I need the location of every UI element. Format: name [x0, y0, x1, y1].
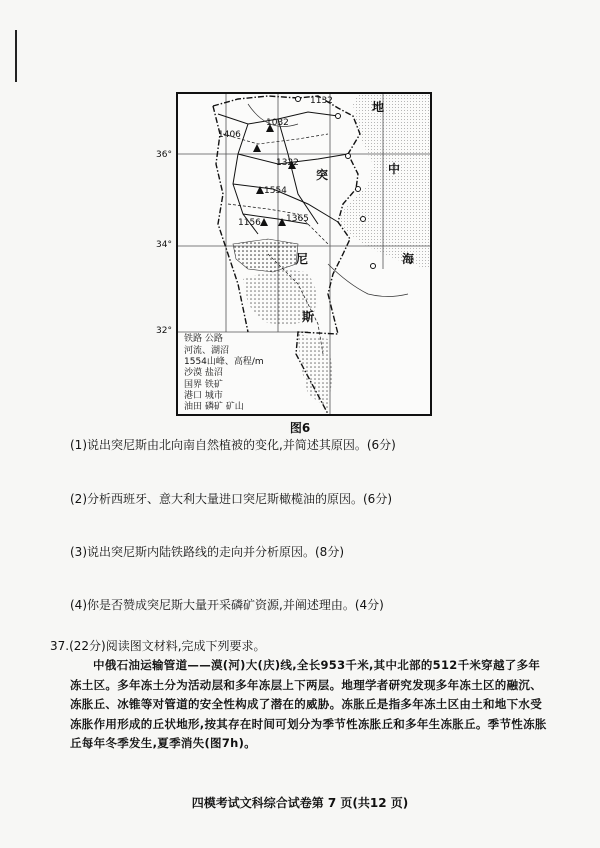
- question-2: (2)分析西班牙、意大利大量进口突尼斯橄榄油的原因。(6分): [70, 492, 392, 506]
- elevation-label: 1132: [310, 96, 333, 106]
- sea-area: [338, 94, 430, 269]
- question-37-passage: 中俄石油运输管道——漠(河)大(庆)线,全长953千米,其中北部的512千米穿越了多年冻土区。多年冻土分为活动层和多年冻层上下两层。地理学者研究发现多年冻土区的融沉、冻胀丘、冰锥等对管道的安全性构成了潜在的威胁。冻胀丘是指多年冻土区由土和地下水受冻胀作用形成的丘状地形,按其存在时间可划分为季节性冻胀丘和多年生冻胀丘。季节性冻胀丘每年冬季发生,夏季消失(图7h)。: [70, 658, 547, 750]
- page-footer: 四模考试文科综合试卷第 7 页(共12 页): [191, 796, 409, 810]
- sea-label-zhong: 中: [388, 162, 401, 176]
- latitude-36: 36°: [156, 150, 172, 160]
- tunisia-map-figure: [176, 92, 432, 416]
- legend-river-marsh: 河流、湖沼: [184, 346, 230, 356]
- legend-mountain-peak: 1554山峰、高程/m: [184, 357, 264, 367]
- question-3: (3)说出突尼斯内陆铁路线的走向并分析原因。(8分): [70, 545, 344, 559]
- elevation-label: 1365: [286, 214, 309, 224]
- legend-oilfield-phosphate-mine: 油田 磷矿 矿山: [184, 402, 244, 412]
- question-1: (1)说出突尼斯由北向南自然植被的变化,并简述其原因。(6分): [70, 438, 396, 452]
- country-label-ni: 尼: [296, 252, 309, 266]
- question-4: (4)你是否赞成突尼斯大量开采磷矿资源,并阐述理由。(4分): [70, 598, 384, 612]
- country-label-si: 斯: [302, 310, 315, 324]
- figure-caption: 图6: [289, 421, 311, 435]
- elevation-label: 1156: [238, 218, 261, 228]
- latitude-34: 34°: [156, 240, 172, 250]
- elevation-label: 1032: [266, 118, 289, 128]
- elevation-label: 1406: [218, 130, 241, 140]
- southern-desert: [298, 334, 333, 409]
- legend-port-city: 港口 城市: [184, 391, 223, 401]
- latitude-32: 32°: [156, 326, 172, 336]
- sea-label-di: 地: [372, 100, 385, 114]
- mountain-peaks: [253, 124, 296, 226]
- elevation-label: 1322: [276, 158, 299, 168]
- legend-railway-road: 铁路 公路: [184, 334, 223, 344]
- salt-marsh: [233, 239, 298, 272]
- country-label-tu: 突: [316, 168, 329, 182]
- legend-desert-saltmarsh: 沙漠 盐沼: [184, 368, 223, 378]
- elevation-label: 1554: [264, 186, 287, 196]
- page-edge-mark: [15, 30, 17, 82]
- question-37-header: 37.(22分)阅读图文材料,完成下列要求。: [50, 639, 266, 653]
- sea-label-hai: 海: [402, 252, 415, 266]
- legend-border-iron: 国界 铁矿: [184, 380, 223, 390]
